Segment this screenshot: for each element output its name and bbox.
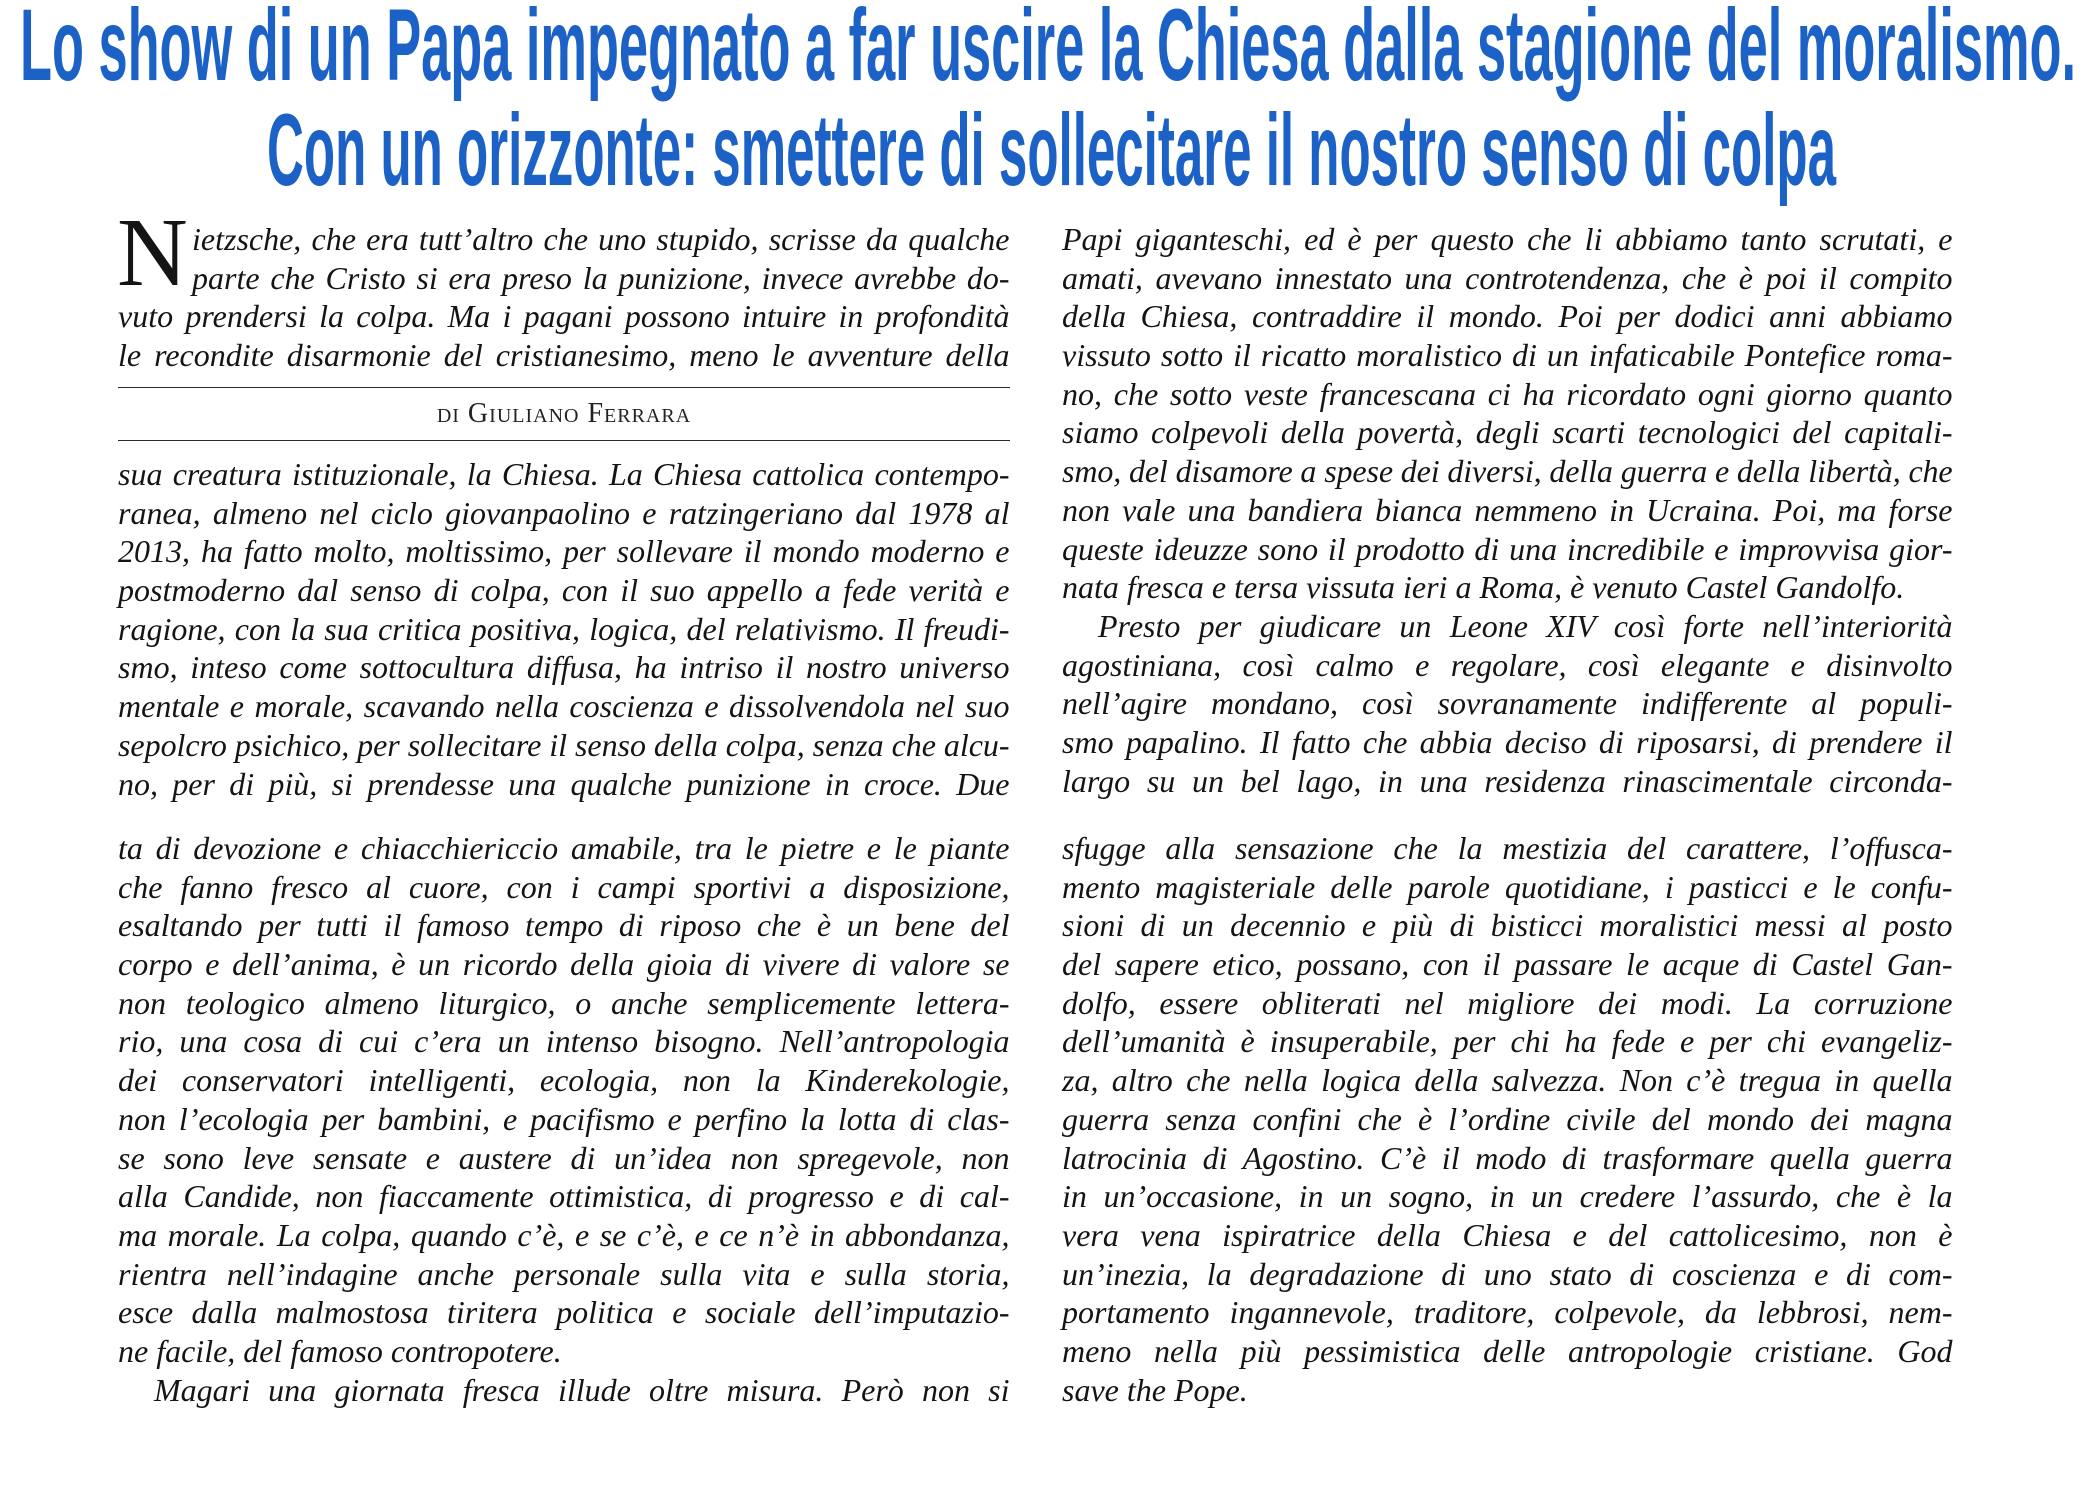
text-line: parte che Cristo si era preso la punizione, invece avrebbe do- (192, 259, 1010, 296)
text-line: mento magisteriale delle parole quotidiane, i pasticci e le confu- (1062, 868, 1953, 905)
text-line: esaltando per tutti il famoso tempo di riposo che è un bene del (118, 907, 1010, 944)
headline-line-2: Con un orizzonte: smettere di sollecitare il nostro senso di colpa (267, 93, 1836, 207)
text-line: nell’agire mondano, così sovranamente indifferente al populi- (1062, 685, 1953, 722)
text-line: non vale una bandiera bianca nemmeno in Ucraina. Poi, ma forse (1062, 491, 1953, 528)
text-line: sua creatura istituzionale, la Chiesa. La Chiesa cattolica contempo- (118, 456, 1010, 492)
text-line: largo su un bel lago, in una residenza rinascimentale circonda- (1062, 762, 1953, 799)
text-line: della Chiesa, contraddire il mondo. Poi per dodici anni abbiamo (1062, 298, 1953, 335)
text-line: amati, avevano innestato una controtendenza, che è poi il compito (1062, 259, 1953, 296)
text-line: dei conservatori intelligenti, ecologia, non la Kinderekologie, (118, 1062, 1010, 1099)
text-line: 2013, ha fatto molto, moltissimo, per sollevare il mondo moderno e (118, 533, 1010, 570)
text-line: del sapere etico, possano, con il passare le acque di Castel Gan- (1062, 946, 1953, 983)
article-column-bottom-right (1062, 829, 1953, 1409)
text-line: se sono leve sensate e austere di un’idea non spregevole, non (118, 1139, 1010, 1176)
headline-line-1: Lo show di un Papa impegnato a far uscire la Chiesa dalla stagione del moralismo. (20, 0, 2076, 102)
text-line: ragione, con la sua critica positiva, logica, del relativismo. Il freudi- (118, 610, 1010, 647)
text-line: ietzsche, che era tutt’altro che uno stupido, scrisse da qualche (192, 221, 1010, 257)
text-line: smo, del disamore a spese dei diversi, della guerra e della libertà, che (1062, 453, 1953, 490)
text-line: ma morale. La colpa, quando c’è, e se c’è, e ce n’è in abbondanza, (118, 1216, 1010, 1253)
text-line: Papi giganteschi, ed è per questo che li abbiamo tanto scrutati, e (1062, 221, 1953, 257)
text-line: sfugge alla sensazione che la mestizia del carattere, l’offusca- (1062, 830, 1953, 866)
text-line: che fanno fresco al cuore, con i campi sportivi a disposizione, (118, 868, 1010, 905)
text-line: alla Candide, non fiaccamente ottimistica, di progresso e di cal- (118, 1178, 1010, 1215)
article-column-left-below-byline (118, 455, 1010, 803)
text-line: smo papalino. Il fatto che abbia deciso di riposarsi, di prendere il (1062, 723, 1953, 760)
text-line: corpo e dell’anima, è un ricordo della gioia di vivere di valore se (118, 946, 1010, 983)
text-line: ta di devozione e chiacchiericcio amabile, tra le pietre e le piante (118, 830, 1010, 866)
text-line: portamento ingannevole, traditore, colpevole, da lebbrosi, nem- (1062, 1294, 1953, 1331)
text-line: latrocinia di Agostino. C’è il modo di trasformare quella guerra (1062, 1139, 1953, 1176)
text-line: vissuto sotto il ricatto moralistico di un infaticabile Pontefice roma- (1062, 337, 1953, 374)
text-line: guerra senza confini che è l’ordine civile del mondo dei magna (1062, 1100, 1953, 1137)
text-line: nata fresca e tersa vissuta ieri a Roma, è venuto Castel Gandolfo. (1062, 569, 1905, 606)
text-line: in un’occasione, in un sogno, in un credere l’assurdo, che è la (1062, 1178, 1953, 1215)
text-line: non l’ecologia per bambini, e pacifismo e perfino la lotta di clas- (118, 1100, 1010, 1137)
text-line: non teologico almeno liturgico, o anche semplicemente lettera- (118, 984, 1010, 1021)
article-column-top-right (1062, 220, 1953, 800)
text-line: agostiniana, così calmo e regolare, così elegante e disinvolto (1062, 646, 1953, 683)
text-line: postmoderno dal senso di colpa, con il suo appello a fede verità e (118, 572, 1010, 609)
drop-cap: N (117, 199, 188, 307)
text-line: ne facile, del famoso contropotere. (118, 1332, 562, 1369)
text-line: rio, una cosa di cui c’era un intenso bisogno. Nell’antropologia (118, 1023, 1010, 1060)
text-line: siamo colpevoli della povertà, degli scarti tecnologici del capitali- (1062, 414, 1953, 451)
text-line: dolfo, essere obliterati nel migliore dei modi. La corruzione (1062, 984, 1953, 1021)
text-line: dell’umanità è insuperabile, per chi ha fede e per chi evangeliz- (1062, 1023, 1953, 1060)
text-line: rientra nell’indagine anche personale sulla vita e sulla storia, (118, 1255, 1010, 1292)
article-column-bottom-left (118, 829, 1010, 1409)
text-line: sepolcro psichico, per sollecitare il senso della colpa, senza che alcu- (118, 726, 1010, 763)
text-line: un’inezia, la degradazione di uno stato di coscienza e di com- (1062, 1255, 1953, 1292)
byline: di Giuliano Ferrara (118, 387, 1010, 441)
text-line: no, per di più, si prendesse una qualche punizione in croce. Due (118, 765, 1010, 802)
text-line: no, che sotto veste francescana ci ha ricordato ogni giorno quanto (1062, 375, 1953, 412)
text-line: vera vena ispiratrice della Chiesa e del cattolicesimo, non è (1062, 1216, 1953, 1253)
text-line: smo, inteso come sottocultura diffusa, ha intriso il nostro universo (118, 649, 1010, 686)
text-line: Presto per giudicare un Leone XIV così forte nell’interiorità (1098, 607, 1953, 644)
text-line: vuto prendersi la colpa. Ma i pagani possono intuire in profondità (118, 298, 1010, 335)
text-line: sioni di un decennio e più di bisticci moralistici messi al posto (1062, 907, 1953, 944)
article-column-top-left (118, 220, 1010, 375)
text-line: le recondite disarmonie del cristianesimo, meno le avventure della (118, 337, 1010, 374)
text-line: Magari una giornata fresca illude oltre misura. Però non si (154, 1371, 1010, 1408)
text-line: ranea, almeno nel ciclo giovanpaolino e ratzingeriano dal 1978 al (118, 494, 1010, 531)
text-line: meno nella più pessimistica delle antropologie cristiane. God (1062, 1332, 1953, 1369)
text-line: save the Pope. (1062, 1371, 1248, 1408)
text-line: mentale e morale, scavando nella coscienza e dissolvendola nel suo (118, 688, 1010, 725)
text-line: za, altro che nella logica della salvezza. Non c’è tregua in quella (1062, 1062, 1953, 1099)
text-line: esce dalla malmostosa tiritera politica e sociale dell’imputazio- (118, 1294, 1010, 1331)
text-line: queste ideuzze sono il prodotto di una incredibile e improvvisa gior- (1062, 530, 1953, 567)
